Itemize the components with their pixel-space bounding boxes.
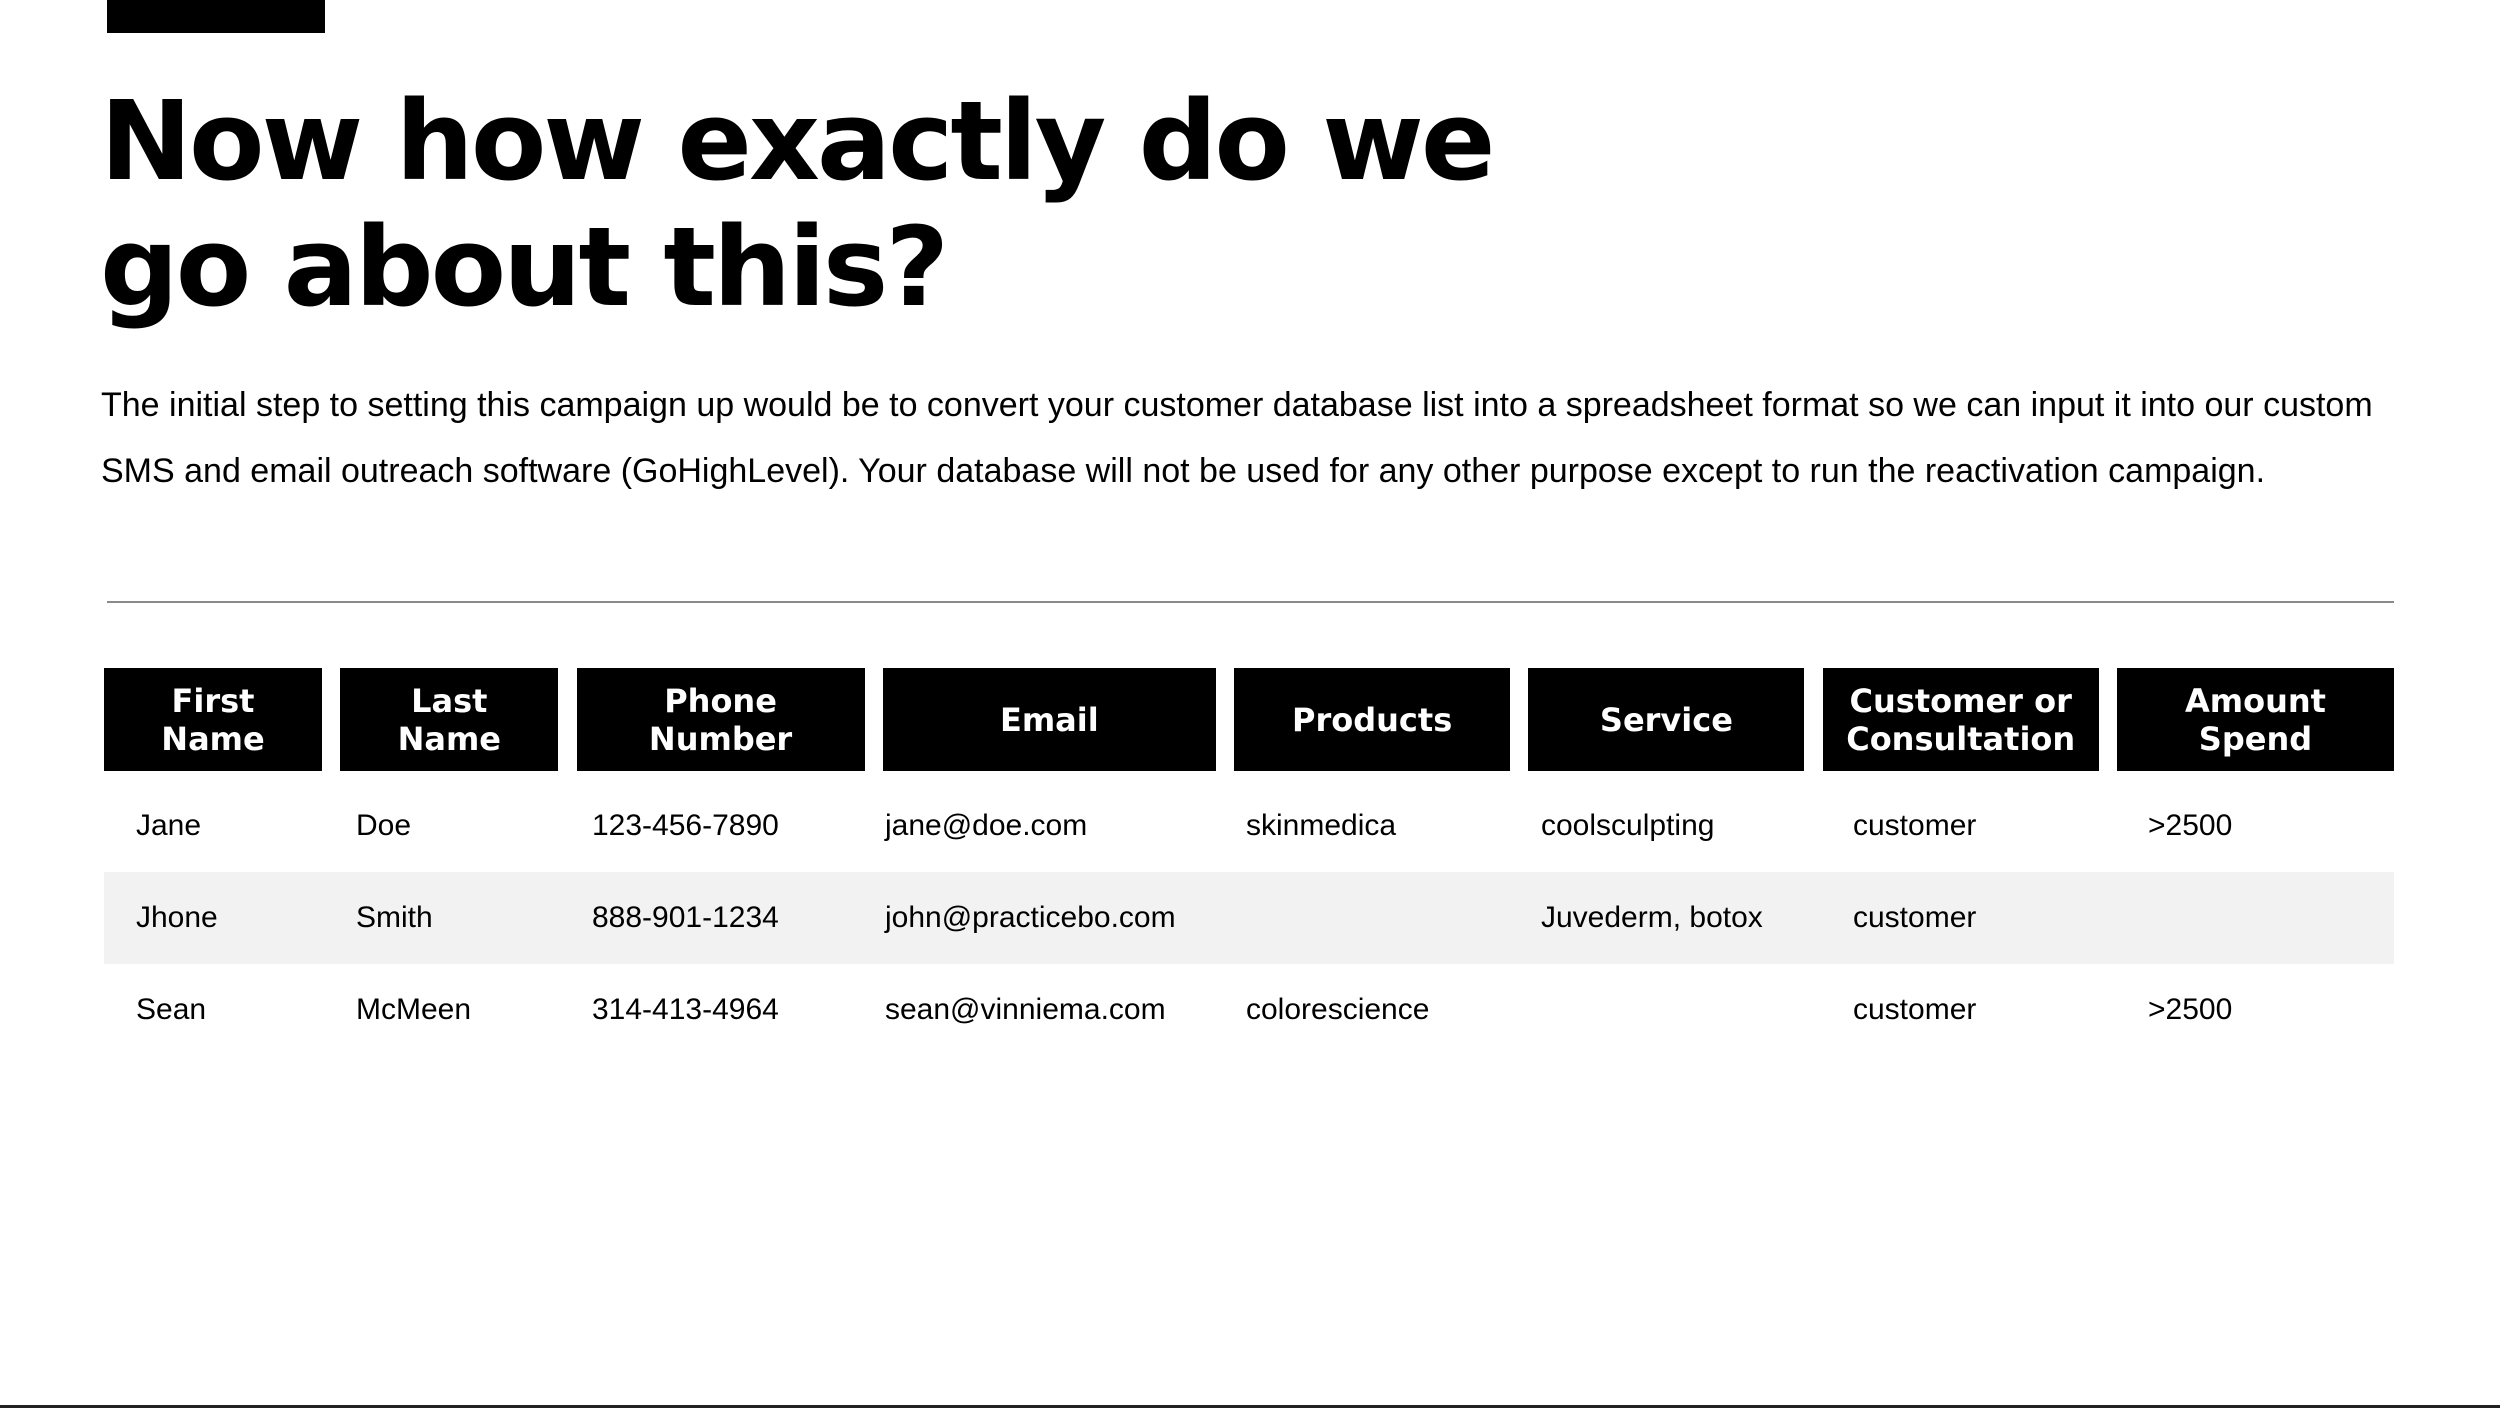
table-header-row bbox=[104, 668, 2394, 771]
cell-last-name: McMeen bbox=[356, 993, 472, 1026]
customer-data-table bbox=[104, 668, 2394, 1056]
cell-products: skinmedica bbox=[1246, 809, 1397, 842]
cell-last-name: Smith bbox=[356, 901, 433, 934]
cell-phone-number: 314-413-4964 bbox=[592, 993, 779, 1026]
cell-service: coolsculpting bbox=[1541, 809, 1715, 842]
cell-customer-or-consultation: customer bbox=[1853, 809, 1977, 842]
cell-phone-number: 888-901-1234 bbox=[592, 901, 779, 934]
cell-email: jane@doe.com bbox=[885, 809, 1088, 842]
header-first-name: First Name bbox=[104, 668, 322, 771]
cell-first-name: Sean bbox=[136, 993, 207, 1026]
header-email: Email bbox=[883, 668, 1216, 771]
header-products: Products bbox=[1234, 668, 1510, 771]
cell-email: john@practicebo.com bbox=[885, 901, 1176, 934]
page-title-line-2: go about this? bbox=[100, 203, 947, 331]
cell-first-name: Jhone bbox=[136, 901, 218, 934]
table-row bbox=[104, 780, 2394, 872]
description-paragraph: The initial step to setting this campaign up would be to convert your customer database list into a spreadsheet format so we can input it into our custom SMS and email outreach software (GoHighLevel). Your database will not be used for any other purpose except to run the reactivation campaign. bbox=[101, 386, 2373, 490]
cell-email: sean@vinniema.com bbox=[885, 993, 1166, 1026]
header-last-name: Last Name bbox=[340, 668, 558, 771]
cell-amount-spend: >2500 bbox=[2148, 809, 2233, 842]
table-row bbox=[104, 964, 2394, 1056]
cell-phone-number: 123-456-7890 bbox=[592, 809, 779, 842]
cell-first-name: Jane bbox=[136, 809, 202, 842]
header-phone-number: Phone Number bbox=[577, 668, 865, 771]
divider bbox=[107, 601, 2394, 603]
accent-bar bbox=[107, 0, 325, 33]
table-row bbox=[104, 872, 2394, 964]
header-amount-spend: Amount Spend bbox=[2117, 668, 2394, 771]
page-title-line-1: Now how exactly do we bbox=[100, 77, 1493, 205]
cell-amount-spend: >2500 bbox=[2148, 993, 2233, 1026]
cell-customer-or-consultation: customer bbox=[1853, 993, 1977, 1026]
cell-service: Juvederm, botox bbox=[1541, 901, 1763, 934]
header-customer-or-consultation: Customer or Consultation bbox=[1823, 668, 2099, 771]
page-title bbox=[100, 78, 1600, 330]
cell-customer-or-consultation: customer bbox=[1853, 901, 1977, 934]
cell-products: colorescience bbox=[1246, 993, 1430, 1026]
header-service: Service bbox=[1528, 668, 1804, 771]
cell-last-name: Doe bbox=[356, 809, 412, 842]
